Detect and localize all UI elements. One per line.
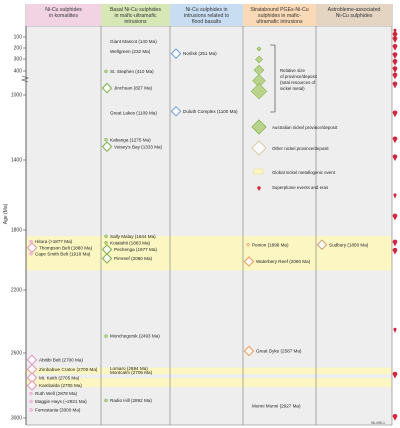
superplume-marker bbox=[393, 136, 398, 143]
column-header-text: Stratabound PGEs-Ni-Cu bbox=[250, 7, 309, 13]
axis-tick-label: 3000 bbox=[10, 415, 22, 422]
column-header-text: in mafic-ultramafic bbox=[114, 13, 157, 19]
deposit-label: Pimreef (2060 Ma) bbox=[114, 256, 153, 262]
superplume-marker bbox=[393, 328, 396, 333]
legend-size-text: Relative size bbox=[280, 68, 305, 73]
column-header-text: in komatiites bbox=[49, 13, 78, 19]
legend-size-text: nickel metal) bbox=[280, 86, 305, 91]
legend-event-swatch bbox=[254, 169, 263, 174]
deposit-label: Kambalda (2705 Ma) bbox=[39, 383, 82, 389]
legend-australian-text: Australian nickel province/deposit bbox=[272, 125, 338, 130]
deposit-dot bbox=[30, 392, 33, 395]
figure-reference: 06-495-1 bbox=[370, 421, 385, 425]
deposit-label: Great Dyke (2587 Ma) bbox=[256, 348, 302, 354]
deposit-label: St. Stephen (410 Ma) bbox=[110, 69, 154, 74]
deposit-label: Hitura (>1877 Ma) bbox=[35, 239, 73, 245]
column-header-text: intrusions bbox=[124, 19, 147, 25]
column-header-text: ultramafic intrusions bbox=[256, 19, 303, 25]
column-header-text: sulphides in mafic- bbox=[258, 13, 301, 19]
superplume-marker bbox=[393, 59, 398, 66]
axis-tick-label: 300 bbox=[13, 56, 22, 63]
column-headers bbox=[26, 4, 392, 26]
column-header-text: intrusions related to bbox=[183, 13, 230, 19]
superplume-marker bbox=[393, 36, 398, 43]
plot-area bbox=[26, 26, 392, 425]
deposit-dot bbox=[105, 241, 108, 244]
superplume-marker bbox=[393, 154, 398, 161]
deposit-label: Penion (1898 Ma) bbox=[252, 242, 289, 248]
column-header-text: Astrobleme-associated bbox=[327, 7, 381, 13]
superplume-marker bbox=[393, 240, 398, 247]
deposit-dot bbox=[105, 235, 108, 238]
deposit-label: Kotalahti (1883 Ma) bbox=[110, 240, 151, 246]
deposit-label: Wellgreen (232 Ma) bbox=[110, 49, 151, 55]
axis-tick-label: 400 bbox=[13, 68, 22, 75]
deposit-dot bbox=[30, 252, 33, 255]
column-header-text: flood basalts bbox=[191, 19, 222, 25]
deposit-label: Pechenga (1977 Ma) bbox=[114, 247, 157, 253]
legend-superplume-text: Superplume events and eras bbox=[272, 185, 329, 190]
deposit-label: Montcalm (2705 Ma) bbox=[110, 370, 153, 376]
superplume-marker bbox=[393, 52, 398, 59]
deposit-dot bbox=[247, 243, 250, 246]
legend-size-text: of province/deposit bbox=[280, 74, 317, 79]
column-header-text: Ni-Cu sulphides bbox=[335, 13, 373, 19]
axis-tick-label: 200 bbox=[13, 45, 22, 52]
axis-tick-label: 1800 bbox=[10, 227, 22, 234]
deposit-label: Abitibi Belt (2700 Ma) bbox=[39, 357, 83, 363]
deposit-dot bbox=[105, 399, 108, 402]
deposit-label: Mt. Keith (2705 Ma) bbox=[39, 375, 80, 381]
deposit-label: Cape Smith Belt (1918 Ma) bbox=[35, 251, 91, 257]
superplume-marker bbox=[393, 44, 398, 51]
axis-tick-label: 100 bbox=[13, 34, 22, 41]
deposit-label: Forrestania (3000 Ma) bbox=[35, 407, 81, 413]
deposit-label: Thompson Belt (1880 Ma) bbox=[39, 245, 93, 251]
age-axis bbox=[11, 26, 28, 425]
deposit-dot bbox=[105, 70, 108, 73]
legend-size-text: (total resources of bbox=[280, 80, 316, 85]
deposit-label: Lomaro (2694 Ma) bbox=[110, 365, 148, 371]
deposit-label: Sally Malay (1844 Ma) bbox=[110, 233, 156, 239]
legend-other-text: Other nickel province/deposit bbox=[272, 146, 329, 151]
column-backgrounds bbox=[26, 26, 392, 425]
column-header-text: Ni-Cu sulphides in bbox=[185, 7, 228, 13]
column-header-text: Basal Ni-Cu sulphides bbox=[109, 7, 162, 13]
deposit-label: Maggie Hays (~2921 Ma) bbox=[35, 399, 87, 405]
deposit-label: Norilsk (251 Ma) bbox=[183, 51, 217, 57]
superplume-marker bbox=[393, 66, 398, 73]
axis-tick-label: 1400 bbox=[10, 157, 22, 164]
superplume-marker bbox=[393, 414, 398, 421]
deposit-dot bbox=[30, 400, 33, 403]
superplume-marker bbox=[393, 214, 398, 221]
superplume-marker bbox=[393, 248, 398, 255]
deposit-label: Monchegorsk (2493 Ma) bbox=[110, 333, 160, 339]
superplume-marker bbox=[393, 193, 396, 198]
superplume-marker bbox=[393, 110, 398, 117]
deposit-label: Ruth Well (2878 Ma) bbox=[35, 391, 78, 397]
deposit-dot bbox=[105, 335, 108, 338]
superplume-marker bbox=[393, 73, 398, 80]
superplume-markers bbox=[393, 29, 398, 421]
axis-tick-label: 2600 bbox=[10, 350, 22, 357]
age-axis-title: Age (Ma) bbox=[3, 203, 9, 225]
axis-tick-label: 2200 bbox=[10, 287, 22, 294]
deposit-label: Munni Munni (2927 Ma) bbox=[252, 403, 301, 409]
superplume-marker bbox=[393, 372, 398, 379]
superplume-marker bbox=[393, 82, 398, 89]
column-header-text: Ni-Cu sulphides bbox=[45, 7, 82, 13]
deposit-label: Zimbabwe Craton (2700 Ma) bbox=[39, 366, 98, 372]
deposit-label: Sudbury (1850 Ma) bbox=[329, 242, 369, 248]
deposit-label: Jinchuan (827 Ma) bbox=[114, 85, 153, 91]
deposit-label: Waterbery Reef (2060 Ma) bbox=[256, 259, 311, 265]
deposit-label: Giant Mascot (140 Ma) bbox=[110, 39, 157, 44]
deposit-dot bbox=[30, 408, 33, 411]
deposit-label: Kabanga (1275 Ma) bbox=[110, 137, 151, 143]
legend-event-text: Global nickel metallogenic event bbox=[272, 170, 335, 175]
deposit-label: Great Lakes (1109 Ma) bbox=[110, 110, 157, 116]
deposit-label: Radio Hill (2892 Ma) bbox=[110, 398, 152, 404]
deposit-dot bbox=[105, 138, 108, 141]
deposit-label: Duluth Complex (1100 Ma) bbox=[183, 108, 238, 114]
axis-tick-label: 1000 bbox=[10, 92, 22, 99]
deposit-label: Voisey's Bay (1333 Ma) bbox=[114, 144, 163, 150]
